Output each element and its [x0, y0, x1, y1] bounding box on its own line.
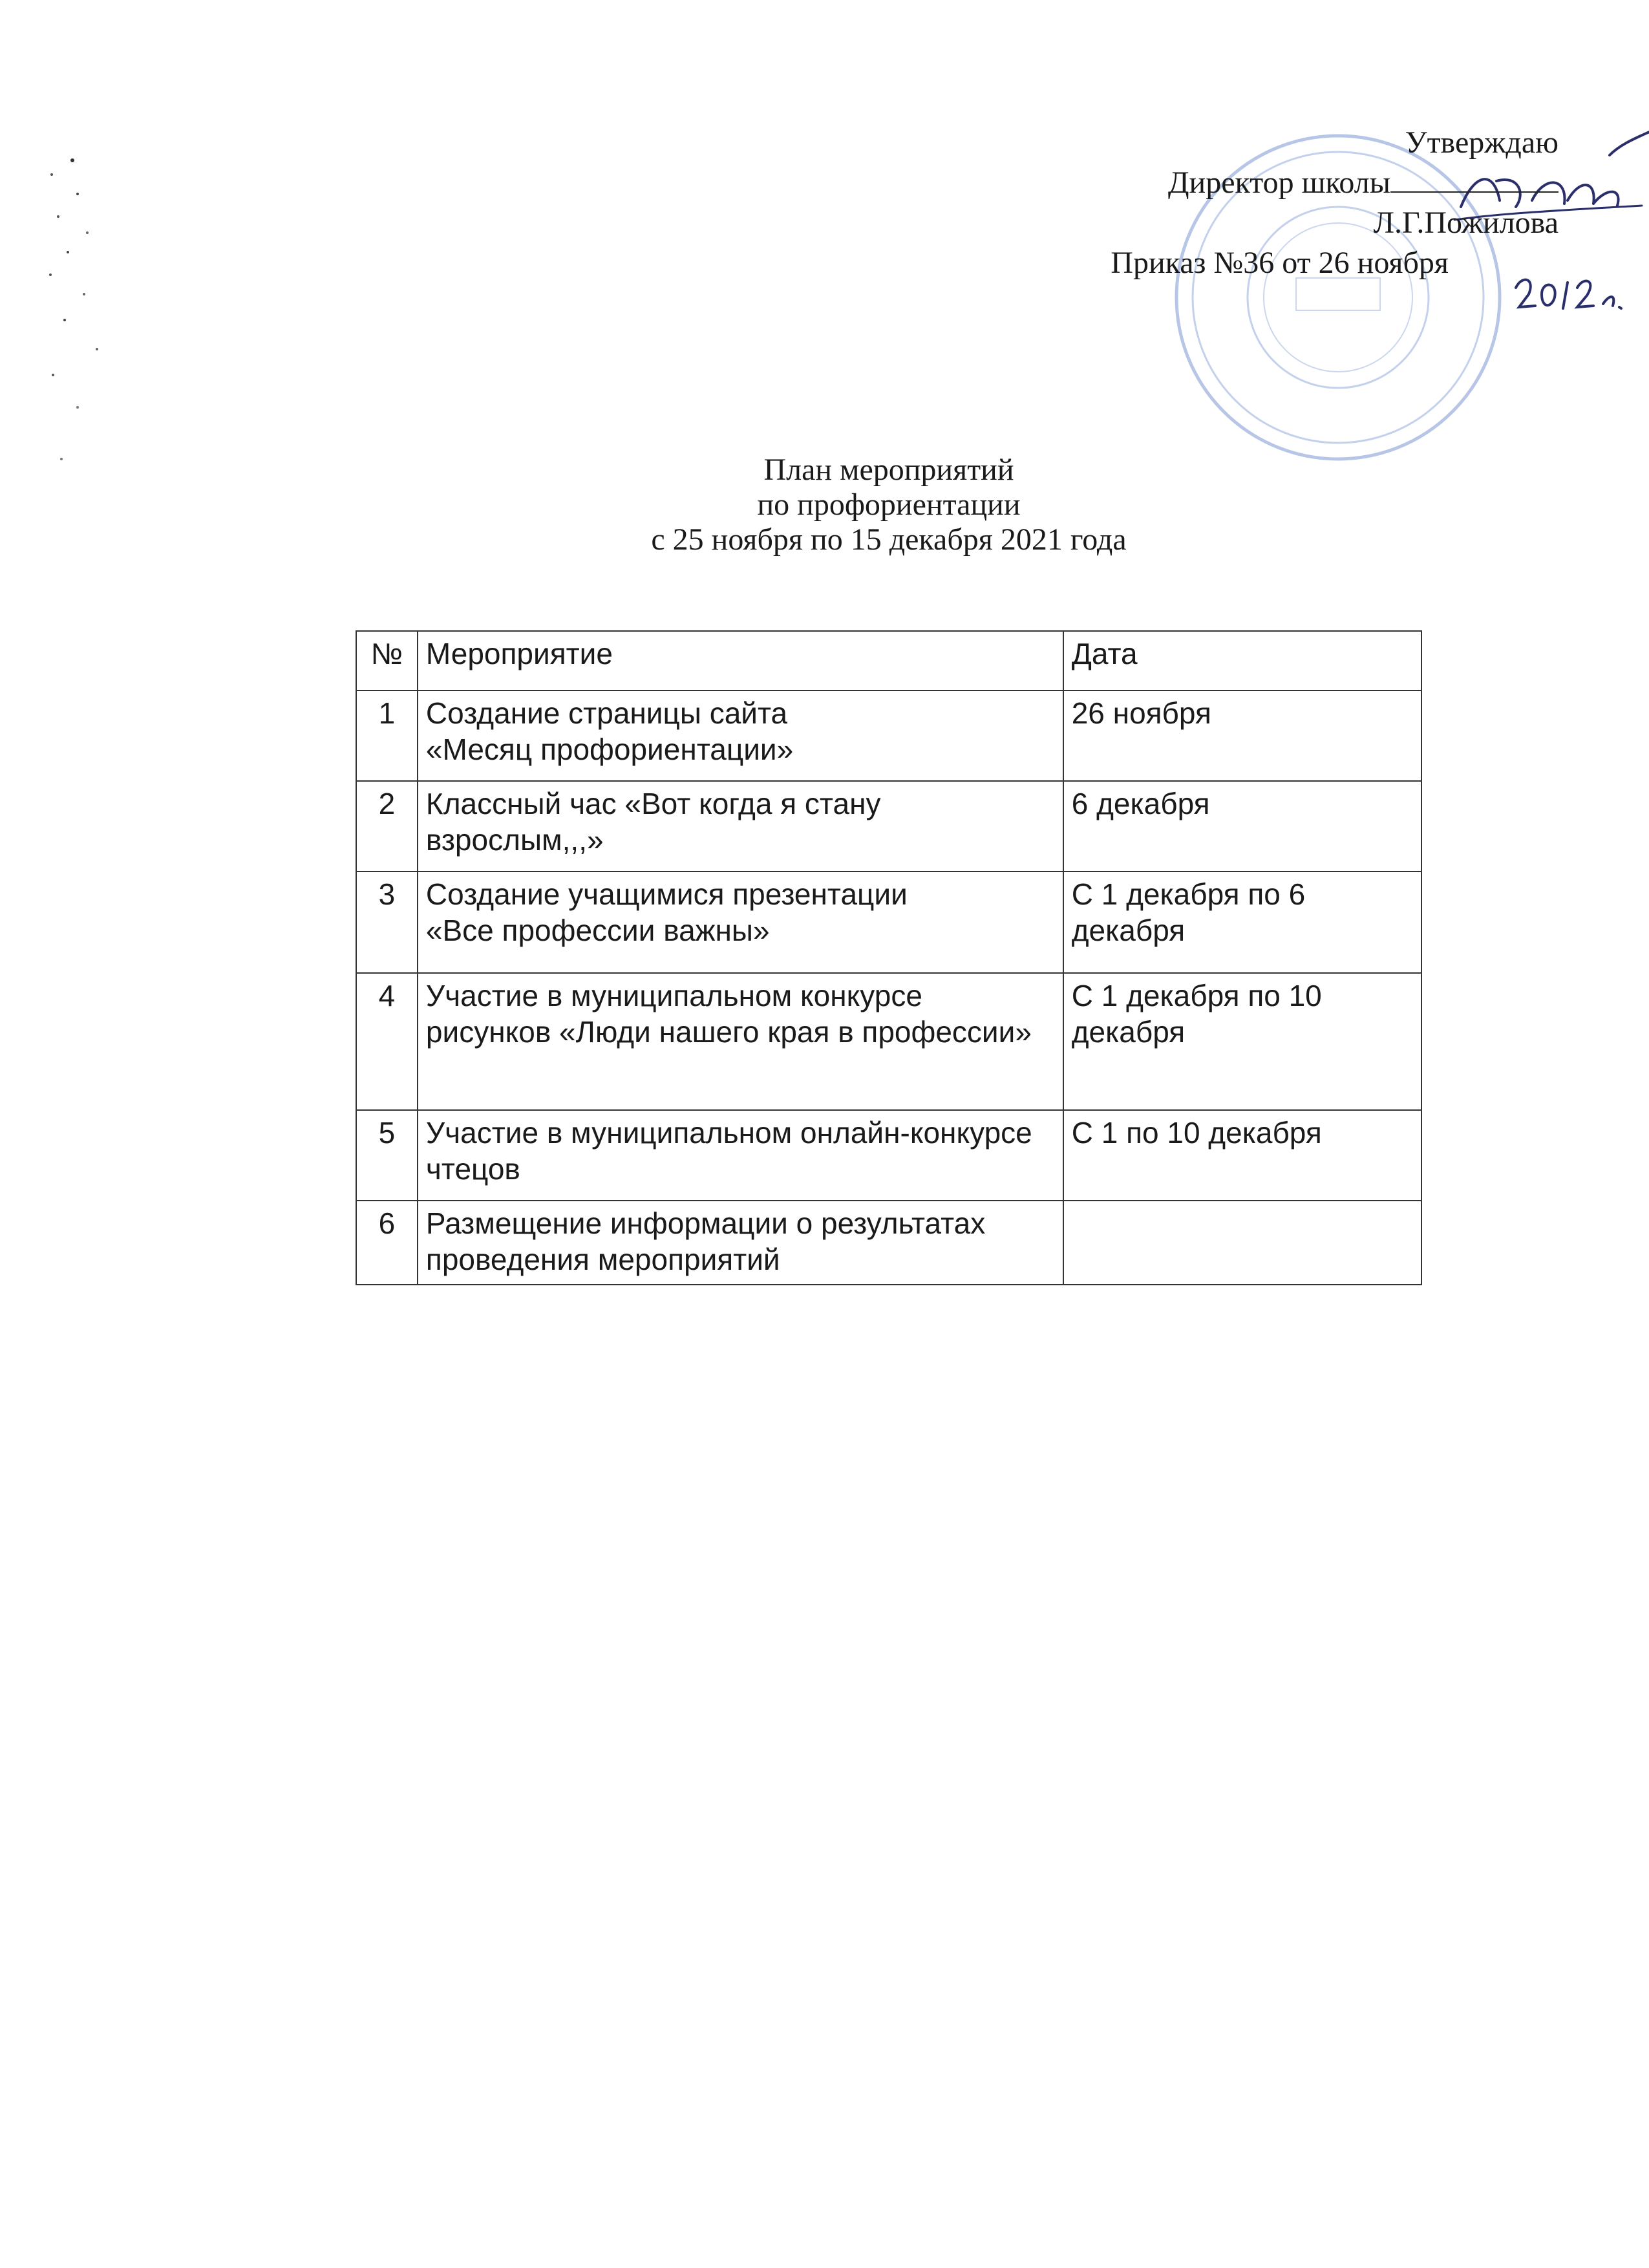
director-line [977, 163, 1559, 203]
row-number: 5 [356, 1110, 418, 1201]
table-row [356, 1201, 1421, 1285]
signature-line [1390, 166, 1559, 193]
header-event: Мероприятие [418, 631, 1063, 690]
order-reference: Приказ №36 от 26 ноября [1111, 246, 1449, 280]
table-row [356, 1110, 1421, 1201]
director-name: Л.Г.Пожилова [1373, 206, 1559, 240]
header-date: Дата [1063, 631, 1421, 690]
row-date: 6 декабря [1063, 781, 1421, 872]
title-line-1: План мероприятий [763, 453, 1014, 487]
table-row [356, 872, 1421, 973]
approval-block [977, 123, 1559, 283]
row-date: С 1 по 10 декабря [1063, 1110, 1421, 1201]
row-event: Классный час «Вот когда я стану взрослым,,,» [418, 781, 1063, 872]
row-number: 6 [356, 1201, 418, 1285]
title-line-3: с 25 ноября по 15 декабря 2021 года [651, 522, 1127, 557]
row-date [1063, 1201, 1421, 1285]
row-number: 3 [356, 872, 418, 973]
row-date: С 1 декабря по 10 декабря [1063, 973, 1421, 1110]
row-event: Участие в муниципальном конкурсе рисунков «Люди нашего края в профессии» [418, 973, 1063, 1110]
row-date: С 1 декабря по 6 декабря [1063, 872, 1421, 973]
row-number: 2 [356, 781, 418, 872]
table-row [356, 781, 1421, 872]
title-line-2: по профориентации [757, 487, 1021, 522]
row-event: Создание страницы сайта «Месяц профориентации» [418, 690, 1063, 781]
director-label: Директор школы [1167, 166, 1390, 200]
row-event: Создание учащимися презентации «Все профессии важны» [418, 872, 1063, 973]
table-row [356, 973, 1421, 1110]
table-row [356, 690, 1421, 781]
row-number: 1 [356, 690, 418, 781]
row-date: 26 ноября [1063, 690, 1421, 781]
row-event: Участие в муниципальном онлайн-конкурсе чтецов [418, 1110, 1063, 1201]
table-header-row [356, 631, 1421, 690]
row-event: Размещение информации о результатах проведения мероприятий [418, 1201, 1063, 1285]
events-table [356, 630, 1422, 1285]
approval-label: Утверждаю [1405, 125, 1559, 160]
row-number: 4 [356, 973, 418, 1110]
scan-specks [39, 155, 116, 491]
plan-title [517, 453, 1261, 557]
header-number: № [356, 631, 418, 690]
